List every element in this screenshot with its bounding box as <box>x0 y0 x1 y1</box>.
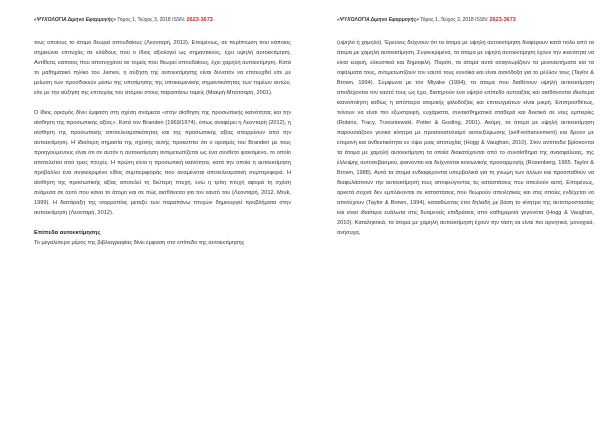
section-heading: Επίπεδα αυτοεκτίμησης <box>34 230 101 236</box>
journal-title: «ΨΥΧΟΛΟΓΙΑ Διμηνο Εφαρμογής» <box>337 17 419 23</box>
paragraph: τους οποίους το άτομο θεωρεί σπουδαίους (Λεονταρή, 2012). Επομένως, σε περίπτωση που κάποιος σημειώνει επιτυχίες σε κλάδους που ο ίδιος αξιολογεί ως σημαντικούς, έχει υψηλή αυτοεκτίμηση. Αντίθετα, κάποιος που αποτυγχάνει σε τομείς που θεωρεί σπουδαίους, έχει χαμηλή αυτοεκτίμηση. Κατά το μαθηματικό τηλίκο του James, η αύξηση της αυτοεκτίμησης είναι δυνατόν να επιτευχθεί είτε με μείωση των προσδοκιών μέσω της υποτίμησης της υποκειμενικής σημαντικότητας των τομέων αυτών, είτε με την αύξηση της επιτυχίας του ατόμου στους παραπάνω τομείς (Μακρή-Μπότσαρη, 2001). <box>34 40 291 96</box>
left-body-text <box>34 38 291 248</box>
journal-title: «ΨΥΧΟΛΟΓΙΑ Διμηνο Εφαρμογής» <box>34 17 116 23</box>
issue-info: Τόμος 1, Τεύχος 3, 2018 ISSN: <box>418 17 490 23</box>
paragraph: Το μεγαλύτερο μέρος της βιβλιογραφίας δίνει έμφαση στο επίπεδο της αυτοεκτίμησης <box>34 240 245 246</box>
paragraph: Ο ίδιος ορισμός δίνει έμφαση στη σχέση ανάμεσα «στην αίσθηση της προσωπικής ικανότητας και την αίσθηση της προσωπικής αξίας». Κατά τον Branden (1969/1974), όπως αναφέρει η Λεονταρή (2012), η αίσθηση της προσωπικής αποτελεσματικότητας και της προσωπικής αξίας απορρέουν από την αυτοεκτίμηση. Η ιδιαίτερη σημασία της σχέσης αυτής προκύπτει ότι ο ορισμός του Branden με τους προηγούμενους είναι ότι σε αυτόν η αυτοεκτίμηση αντιμετωπίζεται ως ένα σύνθετο φαινόμενο, το οποίο αποτελείται από τρεις πτυχές. Η πρώτη είναι η προσωπική ικανότητα, κατά την οποία η αυτοεκτίμηση προβάλλει ένα συγκεκριμένο είδος συμπεριφοράς που αναμένεται αποτελεσματική συμπεριφορά. Η αίσθηση της προσωπικής αξίας αποτελεί τη δεύτερη πτυχή, ενώ η τρίτη πτυχή αφορά τη σχέση ανάμεσα σε αυτό που κάνει το άτομο και σε πώς αισθάνεται για τον εαυτό του (Λεονταρή, 2012. Mruk, 1999). Η διατάραξη της ισορροπίας μεταξύ των παραπάνω πτυχών δημιουργεί προβλήματα στην αυτοεκτίμηση (Λεονταρή, 2012). <box>34 110 291 216</box>
issn-number: 2623-3673 <box>489 17 516 23</box>
left-page <box>34 17 291 248</box>
right-page <box>337 17 594 238</box>
issn-number: 2623-3673 <box>186 17 213 23</box>
issue-info: Τόμος 1, Τεύχος 3, 2018 ISSN: <box>115 17 187 23</box>
left-running-header <box>34 17 291 24</box>
paragraph: (υψηλό ή χαμηλό). Έρευνες δείχνουν ότι τα άτομα με υψηλή αυτοεκτίμηση διαφέρουν κατά πολύ από τα άτομα με χαμηλή αυτοεκτίμηση. Συγκεκριμένα, τα άτομα με υψηλή αυτοεκτίμηση έχουν την ικανότητα να είναι ευφυή, ελκυστικά και δημοφιλή. Παρότι, τα άτομα αυτά αναγνωρίζουν τα μειονεκτήματα και τα σφάλματα τους, αντιμετωπίζουν τον εαυτό τους ευνοϊκά και είναι αισιόδοξα για το μέλλον τους (Taylor & Brown, 1994). Σύμφωνα με τον Miyake (1994), τα άτομα που διαθέτουν υψηλή αυτοεκτίμηση αποδέχονται τον εαυτό τους ως έχει, διατηρούν ένα υψηλό επίπεδο αυτοαξίας και αισθάνονται ιδιαίτερα ικανοποίηση καθώς η απόπειρα ατομικής φιλοδοξίας και επιτευγμάτων είναι μικρή. Επιπροσθέτως, τείνουν να είναι πιο εξωστρεφή, ευχάριστα, συναισθηματικά σταθερά και δεκτικά σε νέες εμπειρίες (Robins, Tracy, Trzesniewski, Potter & Gosling, 2001). Ακόμη, τα άτομα με υψηλή αυτοεκτίμηση παρουσιάζουν γενικά κίνητρα με προσανατολισμό αυτοεξύψωσης (self-enhancement) και δρουν με επιμονή και ανθεκτικότητα εν όψει μιας αποτυχίας (Hogg & Vaughan, 2010). Στον αντίποδα βρίσκονται τα άτομα με χαμηλή αυτοεκτίμηση τα οποία διακατέχονται από το συναίσθημα της ανασφάλειας, της έλλειψης αυτοσεβασμού, φαινονται και δείχνονται κοινωνικής προσαρμογής (Rosenberg, 1965. Taylor & Brown, 1988). Αυτά τα άτομα ενδιαφέρονται υπερβολικά για τη γνώμη των άλλων και προσπαθούν να διαφυλάσσουν την αυτοεκτίμησή τους αποφεύγοντας τις καταστάσεις που απειλούν αυτή. Επομένως, αρκετά συχνά δεν εμπλέκονται σε καταστάσεις που θεωρούν απειλητικές και στις οποίες ενδέχεται να αποτύχουν (Taylor & Brown, 1994), καταιθώντας έτσι δηλαδή με βάση το κίνητρο της αυτοπροστασίας και είναι ιδιαίτερα ευάλωτα στις δυσμενείς επιδράσεις από καθημερινά γεγονότα (Hogg & Vaughan, 2010). Καταληκτικά, τα άτομα με χαμηλή αυτοεκτίμηση έχουν την τάση να είναι πιο αρνητικά, μονοχικά, ανήσυχα, <box>337 40 594 236</box>
right-body-text <box>337 38 594 238</box>
right-running-header <box>337 17 594 24</box>
